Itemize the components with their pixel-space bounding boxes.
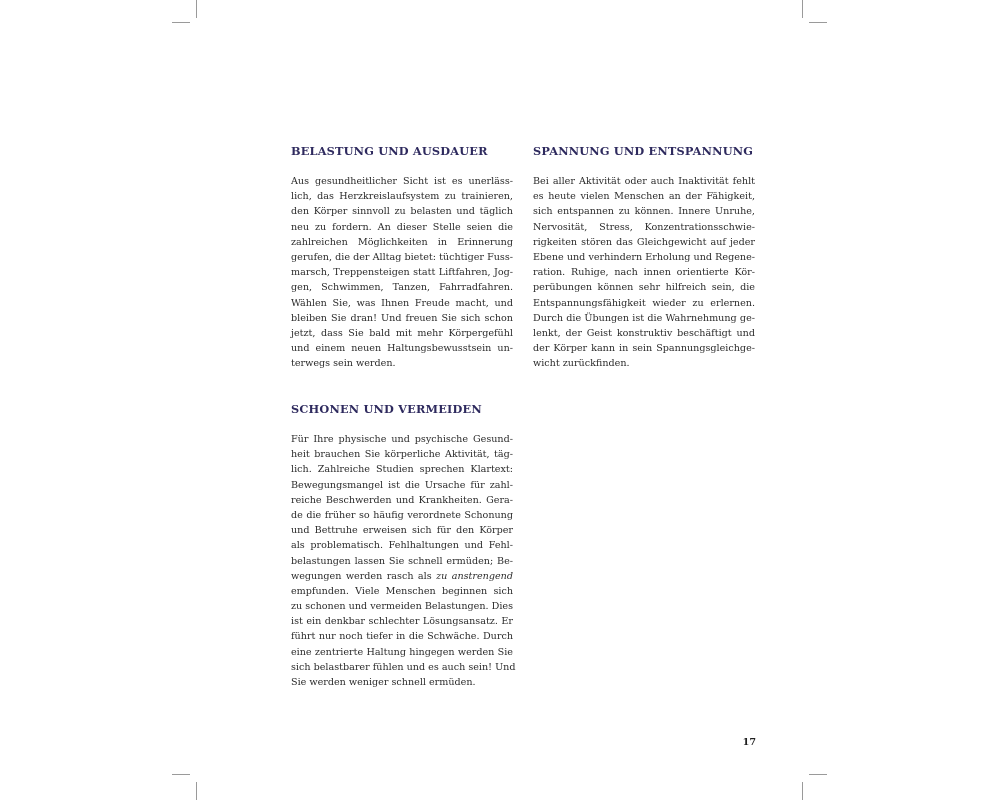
text-line: lich, das Herzkreislaufsystem zu trainieren, bbox=[291, 191, 513, 203]
text-line: und Bettruhe erweisen sich für den Körper bbox=[291, 525, 513, 537]
text-line: als problematisch. Fehlhaltungen und Fehl- bbox=[291, 540, 513, 552]
text-line: terwegs sein werden. bbox=[291, 358, 396, 370]
text-line: reiche Beschwerden und Krankheiten. Gera- bbox=[291, 494, 513, 506]
crop-mark-bottom-right-vertical bbox=[802, 782, 803, 800]
text-line: Wählen Sie, was Ihnen Freude macht, und bbox=[291, 297, 513, 309]
text-line: zu schonen und vermeiden Belastungen. Dies bbox=[291, 601, 513, 613]
text-line: Bei aller Aktivität oder auch Inaktivität fehlt bbox=[533, 176, 755, 187]
text-line: belastungen lassen Sie schnell ermüden; Be- bbox=[291, 555, 513, 567]
text-line bbox=[291, 569, 513, 584]
text-line: Sie werden weniger schnell ermüden. bbox=[291, 677, 476, 688]
text-segment: wegungen werden rasch als bbox=[291, 570, 437, 582]
text-line: es heute vielen Menschen an der Fähigkeit, bbox=[533, 191, 755, 203]
text-line: bleiben Sie dran! Und freuen Sie sich schon bbox=[291, 312, 513, 324]
text-line: zahlreichen Möglichkeiten in Erinnerung bbox=[291, 236, 513, 248]
text-line: Durch die Übungen ist die Wahrnehmung ge- bbox=[533, 312, 755, 324]
text-line: lenkt, der Geist konstruktiv beschäftigt und bbox=[533, 327, 755, 339]
text-line: sich belastbarer fühlen und es auch sein! Und bbox=[291, 661, 516, 673]
page-number: 17 bbox=[742, 737, 756, 748]
crop-mark-bottom-left-vertical bbox=[196, 782, 197, 800]
text-line: Für Ihre physische und psychische Gesund- bbox=[291, 434, 513, 445]
text-line: sich entspannen zu können. Innere Unruhe, bbox=[533, 206, 755, 218]
crop-mark-top-right-vertical bbox=[802, 0, 803, 18]
section-paragraph bbox=[291, 174, 513, 371]
text-line: jetzt, dass Sie bald mit mehr Körpergefühl bbox=[291, 327, 513, 339]
section-paragraph bbox=[533, 174, 755, 371]
emphasized-text: zu anstrengend bbox=[436, 570, 513, 582]
text-line: gen, Schwimmen, Tanzen, Fahrradfahren. bbox=[291, 282, 513, 294]
section-paragraph bbox=[291, 432, 516, 690]
section-heading: SCHONEN UND VERMEIDEN bbox=[291, 402, 482, 416]
text-line: wicht zurückfinden. bbox=[533, 358, 630, 370]
section-heading: BELASTUNG UND AUSDAUER bbox=[291, 144, 488, 158]
section-heading: SPANNUNG UND ENTSPANNUNG bbox=[533, 144, 754, 158]
text-line: gerufen, die der Alltag bietet: tüchtiger Fuss- bbox=[291, 251, 513, 263]
text-line: Bewegungsmangel ist die Ursache für zahl- bbox=[291, 479, 513, 491]
text-line: führt nur noch tiefer in die Schwäche. Durch bbox=[291, 631, 513, 643]
text-line: lich. Zahlreiche Studien sprechen Klartext: bbox=[291, 464, 513, 476]
text-line: heit brauchen Sie körperliche Aktivität, täg- bbox=[291, 449, 513, 461]
text-line: perübungen können sehr hilfreich sein, die bbox=[533, 282, 755, 294]
text-line: neu zu fordern. An dieser Stelle seien die bbox=[291, 221, 513, 233]
section-belastung bbox=[291, 144, 513, 371]
text-line: empfunden. Viele Menschen beginnen sich bbox=[291, 585, 513, 597]
text-line: den Körper sinnvoll zu belasten und täglich bbox=[291, 206, 513, 218]
text-line: Aus gesundheitlicher Sicht ist es unerläss- bbox=[291, 176, 513, 187]
text-line: ist ein denkbar schlechter Lösungsansatz. Er bbox=[291, 616, 513, 628]
text-line: Nervosität, Stress, Konzentrationsschwie- bbox=[533, 221, 755, 233]
crop-mark-top-right-horizontal bbox=[809, 22, 827, 23]
text-line: Ebene und verhindern Erholung und Regene- bbox=[533, 251, 755, 263]
text-line: rigkeiten stören das Gleichgewicht auf jeder bbox=[533, 236, 755, 248]
section-spannung bbox=[533, 144, 755, 371]
text-line: eine zentrierte Haltung hingegen werden Sie bbox=[291, 646, 513, 658]
text-line: ration. Ruhige, nach innen orientierte Kör- bbox=[533, 267, 755, 279]
text-line: de die früher so häufig verordnete Schonung bbox=[291, 509, 513, 521]
section-schonen bbox=[291, 402, 516, 690]
crop-mark-bottom-right-horizontal bbox=[809, 774, 827, 775]
crop-mark-top-left-vertical bbox=[196, 0, 197, 18]
text-line: Entspannungsfähigkeit wieder zu erlernen. bbox=[533, 297, 755, 309]
crop-mark-bottom-left-horizontal bbox=[172, 774, 190, 775]
text-line: und einem neuen Haltungsbewusstsein un- bbox=[291, 343, 513, 355]
crop-mark-top-left-horizontal bbox=[172, 22, 190, 23]
text-line: marsch, Treppensteigen statt Liftfahren, Jog- bbox=[291, 267, 513, 279]
text-line: der Körper kann in sein Spannungsgleichge- bbox=[533, 343, 755, 355]
